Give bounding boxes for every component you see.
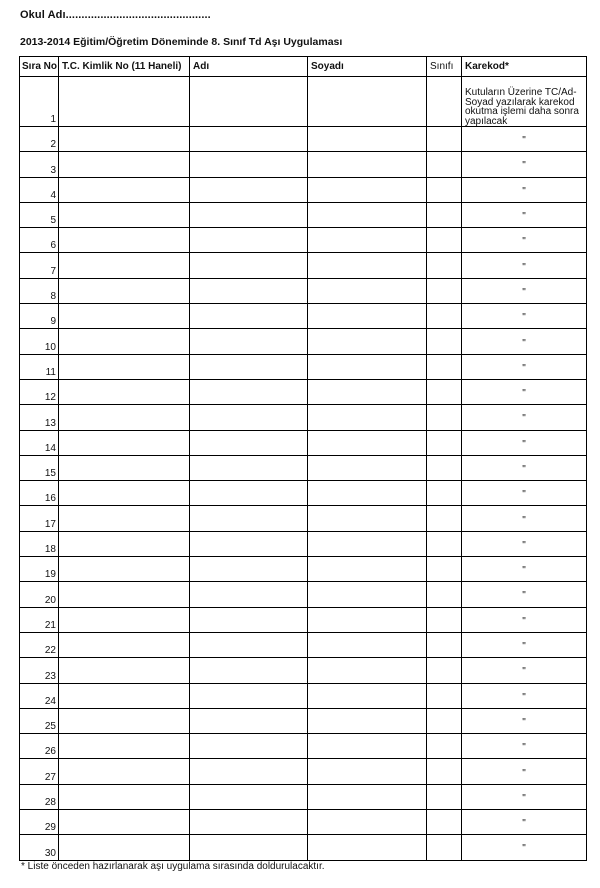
sinifi-cell[interactable] (427, 405, 462, 430)
adi-cell[interactable] (190, 810, 308, 835)
adi-cell[interactable] (190, 177, 308, 202)
sinifi-cell[interactable] (427, 810, 462, 835)
soyadi-cell[interactable] (308, 278, 427, 303)
sinifi-cell[interactable] (427, 658, 462, 683)
karekod-cell[interactable]: " (462, 152, 587, 177)
sinifi-cell[interactable] (427, 708, 462, 733)
tc-kimlik-cell[interactable] (59, 202, 190, 227)
sinifi-cell[interactable] (427, 354, 462, 379)
soyadi-cell[interactable] (308, 531, 427, 556)
tc-kimlik-cell[interactable] (59, 329, 190, 354)
row-number: 19 (20, 557, 59, 582)
tc-kimlik-cell[interactable] (59, 810, 190, 835)
adi-cell[interactable] (190, 329, 308, 354)
karekod-cell[interactable]: " (462, 329, 587, 354)
table-row (20, 784, 587, 809)
karekod-cell[interactable]: " (462, 228, 587, 253)
row-number: 26 (20, 734, 59, 759)
row-number: 4 (20, 177, 59, 202)
sinifi-cell[interactable] (427, 329, 462, 354)
row-number: 10 (20, 329, 59, 354)
row-number: 3 (20, 152, 59, 177)
adi-cell[interactable] (190, 379, 308, 404)
karekod-cell[interactable]: " (462, 683, 587, 708)
karekod-cell[interactable]: " (462, 582, 587, 607)
row-number: 20 (20, 582, 59, 607)
karekod-cell[interactable]: " (462, 304, 587, 329)
tc-kimlik-cell[interactable] (59, 632, 190, 657)
tc-kimlik-cell[interactable] (59, 582, 190, 607)
tc-kimlik-cell[interactable] (59, 759, 190, 784)
tc-kimlik-cell[interactable] (59, 278, 190, 303)
table-row (20, 531, 587, 556)
tc-kimlik-cell[interactable] (59, 506, 190, 531)
tc-kimlik-cell[interactable] (59, 304, 190, 329)
soyadi-cell[interactable] (308, 152, 427, 177)
soyadi-cell[interactable] (308, 481, 427, 506)
karekod-cell[interactable]: " (462, 759, 587, 784)
table-row (20, 759, 587, 784)
karekod-cell[interactable]: " (462, 430, 587, 455)
table-row (20, 253, 587, 278)
sinifi-cell[interactable] (427, 531, 462, 556)
row-number: 22 (20, 632, 59, 657)
adi-cell[interactable] (190, 835, 308, 860)
tc-kimlik-cell[interactable] (59, 430, 190, 455)
soyadi-cell[interactable] (308, 658, 427, 683)
karekod-cell[interactable]: " (462, 784, 587, 809)
adi-cell[interactable] (190, 304, 308, 329)
row-number: 2 (20, 127, 59, 152)
soyadi-cell[interactable] (308, 77, 427, 127)
tc-kimlik-cell[interactable] (59, 405, 190, 430)
adi-cell[interactable] (190, 127, 308, 152)
adi-cell[interactable] (190, 607, 308, 632)
soyadi-cell[interactable] (308, 607, 427, 632)
column-header-adi: Adı (190, 57, 308, 77)
tc-kimlik-cell[interactable] (59, 354, 190, 379)
soyadi-cell[interactable] (308, 810, 427, 835)
column-header-sinifi: Sınıfı (427, 57, 462, 77)
soyadi-cell[interactable] (308, 506, 427, 531)
row-number: 16 (20, 481, 59, 506)
karekod-cell[interactable]: " (462, 810, 587, 835)
soyadi-cell[interactable] (308, 734, 427, 759)
soyadi-cell[interactable] (308, 708, 427, 733)
sinifi-cell[interactable] (427, 784, 462, 809)
karekod-cell[interactable]: " (462, 127, 587, 152)
adi-cell[interactable] (190, 405, 308, 430)
karekod-cell[interactable]: " (462, 278, 587, 303)
tc-kimlik-cell[interactable] (59, 77, 190, 127)
tc-kimlik-cell[interactable] (59, 835, 190, 860)
adi-cell[interactable] (190, 658, 308, 683)
sinifi-cell[interactable] (427, 77, 462, 127)
karekod-cell[interactable]: " (462, 607, 587, 632)
tc-kimlik-cell[interactable] (59, 658, 190, 683)
row-number: 15 (20, 455, 59, 480)
table-row (20, 557, 587, 582)
karekod-cell[interactable]: " (462, 354, 587, 379)
sinifi-cell[interactable] (427, 228, 462, 253)
table-row (20, 354, 587, 379)
table-row (20, 506, 587, 531)
row-number: 11 (20, 354, 59, 379)
tc-kimlik-cell[interactable] (59, 734, 190, 759)
sinifi-cell[interactable] (427, 455, 462, 480)
adi-cell[interactable] (190, 734, 308, 759)
sinifi-cell[interactable] (427, 759, 462, 784)
adi-cell[interactable] (190, 455, 308, 480)
column-header-sira-no: Sıra No (20, 57, 59, 77)
karekod-cell[interactable]: " (462, 632, 587, 657)
page-title: 2013-2014 Eğitim/Öğretim Döneminde 8. Sınıf Td Aşı Uygulaması (20, 36, 343, 48)
sinifi-cell[interactable] (427, 835, 462, 860)
row-number: 24 (20, 683, 59, 708)
adi-cell[interactable] (190, 759, 308, 784)
sinifi-cell[interactable] (427, 202, 462, 227)
column-header-tc-kimlik: T.C. Kimlik No (11 Haneli) (59, 57, 190, 77)
soyadi-cell[interactable] (308, 405, 427, 430)
karekod-cell[interactable]: " (462, 531, 587, 556)
row-number: 27 (20, 759, 59, 784)
karekod-cell[interactable]: " (462, 506, 587, 531)
table-row (20, 632, 587, 657)
soyadi-cell[interactable] (308, 759, 427, 784)
table-row (20, 329, 587, 354)
adi-cell[interactable] (190, 253, 308, 278)
soyadi-cell[interactable] (308, 228, 427, 253)
soyadi-cell[interactable] (308, 632, 427, 657)
tc-kimlik-cell[interactable] (59, 607, 190, 632)
school-name-label: Okul Adı.............................................. (20, 9, 211, 21)
table-row (20, 734, 587, 759)
row-number: 25 (20, 708, 59, 733)
row-number: 6 (20, 228, 59, 253)
sinifi-cell[interactable] (427, 253, 462, 278)
karekod-cell[interactable]: " (462, 253, 587, 278)
table-row (20, 708, 587, 733)
sinifi-cell[interactable] (427, 481, 462, 506)
soyadi-cell[interactable] (308, 329, 427, 354)
table-row (20, 379, 587, 404)
row-number: 23 (20, 658, 59, 683)
adi-cell[interactable] (190, 354, 308, 379)
table-row (20, 607, 587, 632)
table-row (20, 304, 587, 329)
adi-cell[interactable] (190, 531, 308, 556)
row-number: 18 (20, 531, 59, 556)
table-row (20, 405, 587, 430)
vaccination-roster-table (19, 56, 587, 861)
tc-kimlik-cell[interactable] (59, 557, 190, 582)
table-row (20, 683, 587, 708)
sinifi-cell[interactable] (427, 734, 462, 759)
row-number: 30 (20, 835, 59, 860)
tc-kimlik-cell[interactable] (59, 379, 190, 404)
adi-cell[interactable] (190, 77, 308, 127)
sinifi-cell[interactable] (427, 127, 462, 152)
soyadi-cell[interactable] (308, 430, 427, 455)
tc-kimlik-cell[interactable] (59, 127, 190, 152)
table-row (20, 810, 587, 835)
tc-kimlik-cell[interactable] (59, 481, 190, 506)
soyadi-cell[interactable] (308, 835, 427, 860)
sinifi-cell[interactable] (427, 683, 462, 708)
row-number: 17 (20, 506, 59, 531)
adi-cell[interactable] (190, 506, 308, 531)
sinifi-cell[interactable] (427, 152, 462, 177)
table-row (20, 582, 587, 607)
adi-cell[interactable] (190, 784, 308, 809)
table-body (20, 77, 587, 861)
karekod-cell[interactable]: " (462, 557, 587, 582)
table-row (20, 127, 587, 152)
adi-cell[interactable] (190, 557, 308, 582)
soyadi-cell[interactable] (308, 127, 427, 152)
table-row (20, 202, 587, 227)
adi-cell[interactable] (190, 152, 308, 177)
table-row (20, 152, 587, 177)
tc-kimlik-cell[interactable] (59, 177, 190, 202)
karekod-cell[interactable]: " (462, 734, 587, 759)
row-number: 13 (20, 405, 59, 430)
table-row (20, 77, 587, 127)
row-number: 29 (20, 810, 59, 835)
soyadi-cell[interactable] (308, 304, 427, 329)
soyadi-cell[interactable] (308, 379, 427, 404)
karekod-cell[interactable]: " (462, 455, 587, 480)
table-row (20, 430, 587, 455)
soyadi-cell[interactable] (308, 557, 427, 582)
row-number: 9 (20, 304, 59, 329)
tc-kimlik-cell[interactable] (59, 253, 190, 278)
table-row (20, 455, 587, 480)
sinifi-cell[interactable] (427, 304, 462, 329)
table-header-row (20, 57, 587, 77)
column-header-karekod: Karekod* (462, 57, 587, 77)
row-number: 7 (20, 253, 59, 278)
soyadi-cell[interactable] (308, 177, 427, 202)
adi-cell[interactable] (190, 582, 308, 607)
tc-kimlik-cell[interactable] (59, 455, 190, 480)
karekod-cell[interactable]: " (462, 379, 587, 404)
soyadi-cell[interactable] (308, 253, 427, 278)
tc-kimlik-cell[interactable] (59, 228, 190, 253)
tc-kimlik-cell[interactable] (59, 152, 190, 177)
sinifi-cell[interactable] (427, 430, 462, 455)
tc-kimlik-cell[interactable] (59, 708, 190, 733)
table-row (20, 177, 587, 202)
sinifi-cell[interactable] (427, 278, 462, 303)
soyadi-cell[interactable] (308, 683, 427, 708)
karekod-cell[interactable]: " (462, 481, 587, 506)
sinifi-cell[interactable] (427, 632, 462, 657)
soyadi-cell[interactable] (308, 455, 427, 480)
row-number: 5 (20, 202, 59, 227)
tc-kimlik-cell[interactable] (59, 784, 190, 809)
tc-kimlik-cell[interactable] (59, 531, 190, 556)
adi-cell[interactable] (190, 708, 308, 733)
sinifi-cell[interactable] (427, 506, 462, 531)
row-number: 12 (20, 379, 59, 404)
karekod-cell[interactable]: " (462, 405, 587, 430)
adi-cell[interactable] (190, 202, 308, 227)
sinifi-cell[interactable] (427, 379, 462, 404)
adi-cell[interactable] (190, 228, 308, 253)
column-header-soyadi: Soyadı (308, 57, 427, 77)
karekod-cell[interactable]: " (462, 708, 587, 733)
sinifi-cell[interactable] (427, 177, 462, 202)
table-row (20, 278, 587, 303)
footnote: * Liste önceden hazırlanarak aşı uygulama sırasında doldurulacaktır. (21, 861, 325, 872)
table-row (20, 228, 587, 253)
karekod-cell[interactable]: Kutuların Üzerine TC/Ad-Soyad yazılarak karekod okutma işlemi daha sonra yapılacak (462, 77, 587, 127)
adi-cell[interactable] (190, 430, 308, 455)
adi-cell[interactable] (190, 632, 308, 657)
adi-cell[interactable] (190, 683, 308, 708)
karekod-cell[interactable]: " (462, 202, 587, 227)
karekod-cell[interactable]: " (462, 177, 587, 202)
soyadi-cell[interactable] (308, 354, 427, 379)
row-number: 21 (20, 607, 59, 632)
tc-kimlik-cell[interactable] (59, 683, 190, 708)
soyadi-cell[interactable] (308, 582, 427, 607)
karekod-cell[interactable]: " (462, 658, 587, 683)
karekod-cell[interactable]: " (462, 835, 587, 860)
table-row (20, 658, 587, 683)
adi-cell[interactable] (190, 481, 308, 506)
soyadi-cell[interactable] (308, 202, 427, 227)
table-row (20, 835, 587, 860)
table-row (20, 481, 587, 506)
adi-cell[interactable] (190, 278, 308, 303)
soyadi-cell[interactable] (308, 784, 427, 809)
sinifi-cell[interactable] (427, 582, 462, 607)
sinifi-cell[interactable] (427, 557, 462, 582)
row-number: 28 (20, 784, 59, 809)
row-number: 14 (20, 430, 59, 455)
row-number: 8 (20, 278, 59, 303)
sinifi-cell[interactable] (427, 607, 462, 632)
row-number: 1 (20, 77, 59, 127)
